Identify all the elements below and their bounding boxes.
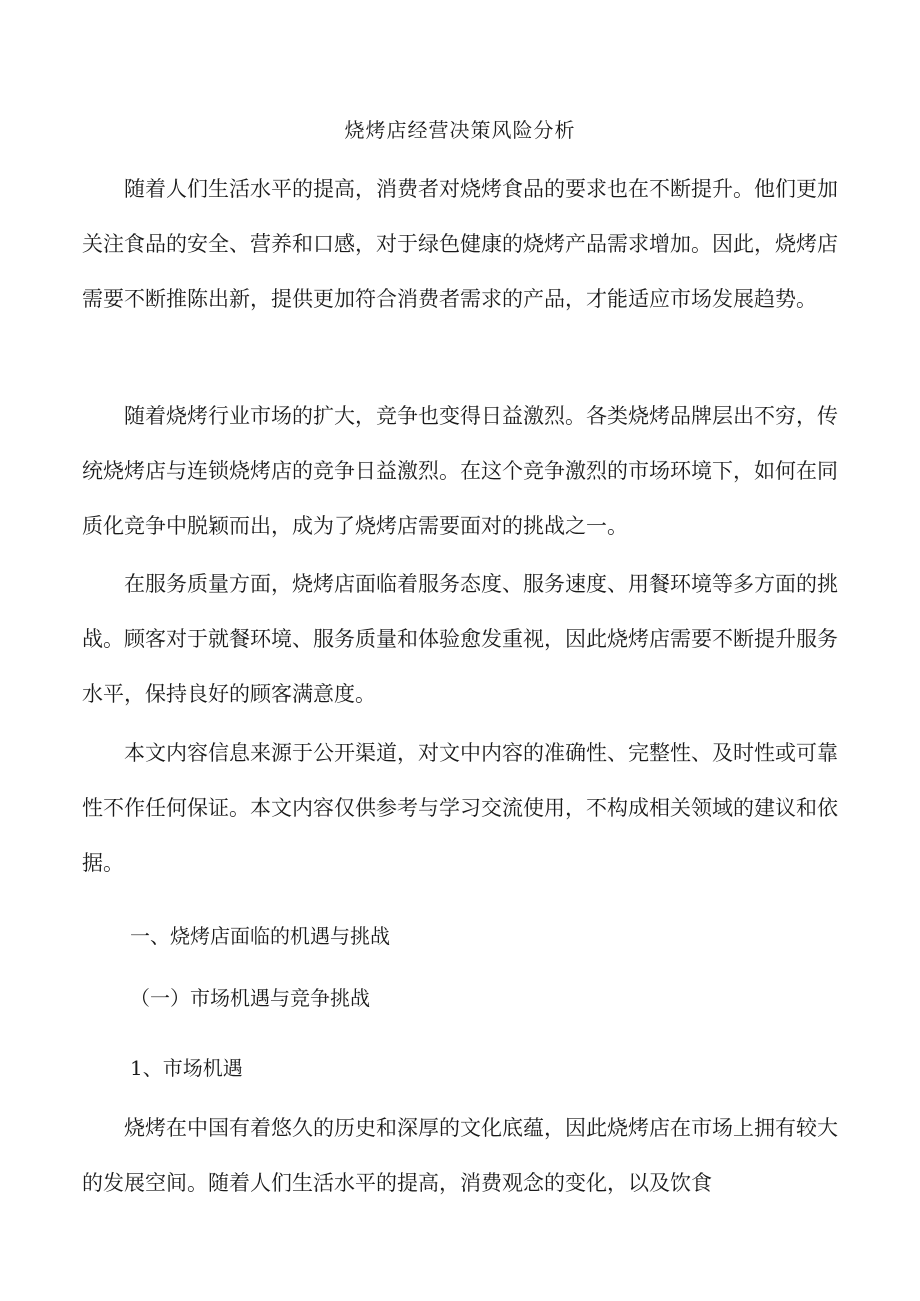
paragraph-disclaimer: 本文内容信息来源于公开渠道，对文中内容的准确性、完整性、及时性或可靠性不作任何保证。本文内容仅供参考与学习交流使用，不构成相关领域的建议和依据。 bbox=[82, 741, 838, 875]
document-title: 烧烤店经营决策风险分析 bbox=[344, 118, 576, 142]
paragraph-service-quality: 在服务质量方面，烧烤店面临着服务态度、服务速度、用餐环境等多方面的挑战。顾客对于就餐环境、服务质量和体验愈发重视，因此烧烤店需要不断提升服务水平，保持良好的顾客满意度。 bbox=[82, 572, 838, 706]
item-heading: 1、市场机遇 bbox=[130, 1056, 243, 1080]
subsection-heading: （一）市场机遇与竞争挑战 bbox=[130, 986, 370, 1010]
section-heading: 一、烧烤店面临的机遇与挑战 bbox=[130, 924, 390, 948]
paragraph-market-opportunity: 烧烤在中国有着悠久的历史和深厚的文化底蕴，因此烧烤店在市场上拥有较大的发展空间。随着人们生活水平的提高，消费观念的变化，以及饮食 bbox=[82, 1116, 838, 1195]
paragraph-market-competition: 随着烧烤行业市场的扩大，竞争也变得日益激烈。各类烧烤品牌层出不穷，传统烧烤店与连锁烧烤店的竞争日益激烈。在这个竞争激烈的市场环境下，如何在同质化竞争中脱颖而出，成为了烧烤店需要面对的挑战之一。 bbox=[82, 404, 838, 538]
paragraph-consumer-demand: 随着人们生活水平的提高，消费者对烧烤食品的要求也在不断提升。他们更加关注食品的安全、营养和口感，对于绿色健康的烧烤产品需求增加。因此，烧烤店需要不断推陈出新，提供更加符合消费者需求的产品，才能适应市场发展趋势。 bbox=[82, 177, 838, 311]
